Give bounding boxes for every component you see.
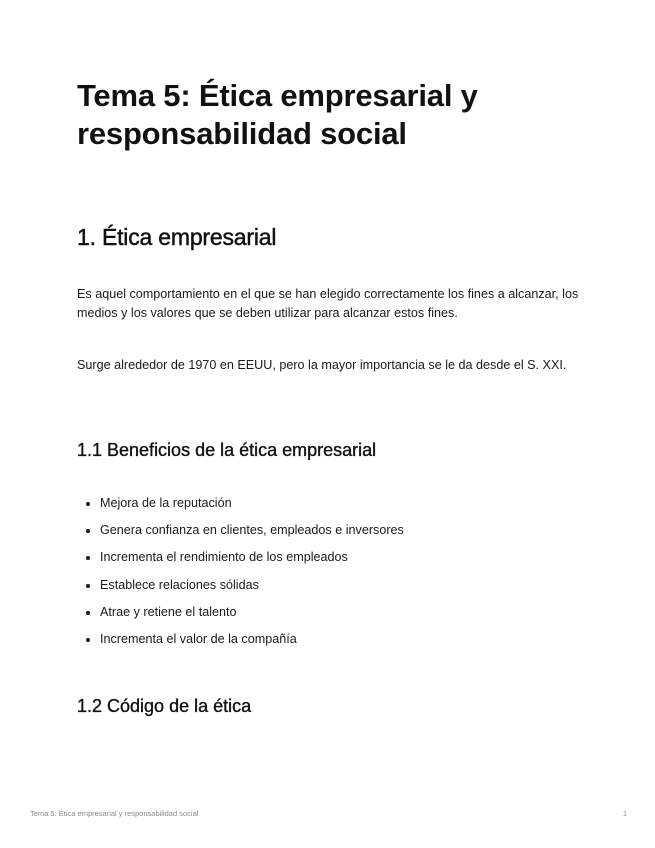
list-item-text: Incrementa el rendimiento de los empleados (100, 550, 348, 565)
list-item (77, 494, 404, 521)
list-item (77, 630, 404, 657)
section-heading-etica-empresarial: 1. Ética empresarial (77, 224, 277, 250)
subsection-heading-codigo: 1.2 Código de la ética (77, 696, 252, 716)
bullet-icon (86, 611, 90, 615)
bullet-icon (86, 584, 90, 588)
benefits-list (77, 494, 404, 657)
paragraph-origin: Surge alrededor de 1970 en EEUU, pero la mayor importancia se le da desde el S. XXI. (77, 358, 567, 372)
list-item (77, 603, 404, 630)
list-item (77, 521, 404, 548)
bullet-icon (86, 529, 90, 533)
list-item-text: Incrementa el valor de la compañía (100, 631, 297, 646)
list-item (77, 548, 404, 575)
list-item-text: Establece relaciones sólidas (100, 577, 259, 592)
bullet-icon (86, 638, 90, 642)
bullet-icon (86, 556, 90, 560)
paragraph-definition: Es aquel comportamiento en el que se han elegido correctamente los fines a alcanzar, los medios y los valores que se deben utilizar para alcanzar estos fines. (77, 287, 579, 320)
list-item-text: Atrae y retiene el talento (100, 604, 237, 619)
list-item-text: Mejora de la reputación (100, 496, 232, 510)
list-item (77, 576, 404, 603)
subsection-heading-beneficios: 1.1 Beneficios de la ética empresarial (77, 440, 377, 460)
footer-running-title: Tema 5: Ética empresarial y responsabilidad social (30, 809, 199, 818)
bullet-icon (86, 502, 90, 506)
footer-page-number: 1 (622, 809, 627, 818)
list-item-text: Genera confianza en clientes, empleados e inversores (100, 523, 404, 538)
document-title: Tema 5: Ética empresarial y responsabilidad social (77, 78, 478, 151)
